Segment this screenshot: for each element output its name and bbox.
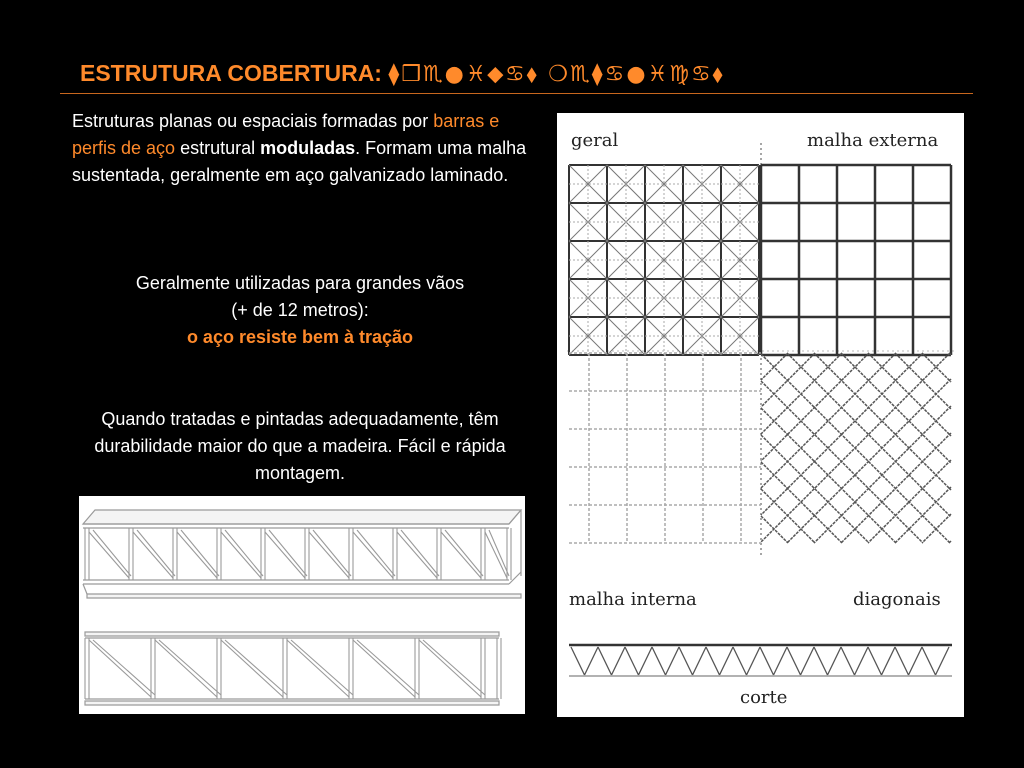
- space-frame-drawing: [557, 113, 964, 717]
- frame-bar: [401, 530, 439, 576]
- frame-bar: [155, 640, 217, 697]
- geral-grid: [569, 165, 759, 355]
- frame-bar: [423, 640, 485, 695]
- frame-bar: [93, 640, 155, 695]
- internal-mesh-grid: [569, 353, 761, 543]
- truss-drawing: [79, 496, 525, 714]
- label-diagonais: diagonais: [853, 589, 941, 610]
- frame-bar: [760, 647, 774, 675]
- frame-bar: [397, 532, 437, 578]
- p1-bold: moduladas: [260, 138, 356, 158]
- frame-bar: [313, 530, 351, 576]
- frame-bar: [485, 532, 507, 578]
- frame-bar: [489, 530, 509, 576]
- p2-line-2: (+ de 12 metros):: [231, 300, 369, 320]
- frame-bar: [706, 647, 720, 675]
- space-frame-diagram: [557, 113, 964, 717]
- frame-bar: [419, 640, 481, 697]
- frame-bar: [747, 647, 761, 675]
- frame-bar: [612, 647, 626, 675]
- frame-bar: [159, 640, 221, 695]
- frame-bar: [909, 647, 923, 675]
- frame-bar: [357, 640, 419, 695]
- frame-bar: [693, 647, 707, 675]
- frame-bar: [720, 647, 734, 675]
- frame-bar: [625, 647, 639, 675]
- frame-bar: [177, 532, 217, 578]
- label-corte: corte: [740, 687, 788, 708]
- p1-text-2: estrutural: [175, 138, 261, 158]
- frame-bar: [221, 532, 261, 578]
- frame-bar: [598, 647, 612, 675]
- frame-bar: [733, 647, 747, 675]
- frame-bar: [666, 647, 680, 675]
- paragraph-durability: [72, 406, 528, 487]
- p2-highlight: o aço resiste bem à tração: [186, 327, 414, 347]
- frame-bar: [895, 647, 909, 675]
- section-cut: [569, 645, 952, 676]
- frame-bar: [652, 647, 666, 675]
- frame-bar: [639, 647, 653, 675]
- frame-bar: [855, 647, 869, 675]
- frame-bar: [181, 530, 219, 576]
- frame-bar: [309, 532, 349, 578]
- frame-bar: [225, 640, 287, 695]
- frame-bar: [801, 647, 815, 675]
- paragraph-large-spans: [72, 270, 528, 351]
- frame-bar: [787, 647, 801, 675]
- frame-bar: [774, 647, 788, 675]
- p1-text-1: Estruturas planas ou espaciais formadas por: [72, 111, 434, 131]
- frame-bar: [269, 530, 307, 576]
- truss-illustration: [79, 496, 525, 714]
- frame-bar: [291, 640, 353, 695]
- frame-bar: [814, 647, 828, 675]
- title-symbols: ⧫❒♏●♓⬥♋⬧ ❍♏⧫♋●♓♍♋⬧: [388, 62, 725, 87]
- frame-bar: [89, 532, 129, 578]
- p1-highlight: barras e perfis de aço: [72, 111, 500, 158]
- frame-bar: [441, 532, 481, 578]
- frame-bar: [357, 530, 395, 576]
- frame-bar: [882, 647, 896, 675]
- frame-bar: [89, 640, 151, 697]
- frame-bar: [936, 647, 950, 675]
- external-mesh-grid: [761, 165, 951, 355]
- frame-bar: [225, 530, 263, 576]
- frame-bar: [93, 530, 131, 576]
- frame-bar: [221, 640, 283, 697]
- frame-bar: [828, 647, 842, 675]
- p3-text: Quando tratadas e pintadas adequadamente, têm durabilidade maior do que a madeira. Fácil e rápida montagem.: [94, 409, 506, 483]
- title-main: ESTRUTURA COBERTURA:: [80, 60, 382, 86]
- frame-bar: [571, 647, 585, 675]
- label-malha-interna: malha interna: [569, 589, 697, 610]
- frame-bar: [353, 640, 415, 697]
- frame-bar: [841, 647, 855, 675]
- frame-bar: [353, 532, 393, 578]
- diagonals-grid: [761, 353, 951, 543]
- title-divider: [60, 93, 973, 94]
- slide-title: [80, 58, 980, 90]
- frame-bar: [265, 532, 305, 578]
- frame-bar: [585, 647, 599, 675]
- label-geral: geral: [571, 130, 619, 151]
- frame-bar: [137, 530, 175, 576]
- paragraph-structures: [72, 108, 542, 189]
- frame-bar: [679, 647, 693, 675]
- frame-bar: [868, 647, 882, 675]
- p2-line-1: Geralmente utilizadas para grandes vãos: [135, 273, 465, 293]
- frame-bar: [287, 640, 349, 697]
- frame-bar: [922, 647, 936, 675]
- p1-text-3: . Formam uma malha sustentada, geralmente em aço galvanizado laminado.: [72, 138, 527, 185]
- label-malha-externa: malha externa: [807, 130, 939, 151]
- frame-bar: [133, 532, 173, 578]
- frame-bar: [445, 530, 483, 576]
